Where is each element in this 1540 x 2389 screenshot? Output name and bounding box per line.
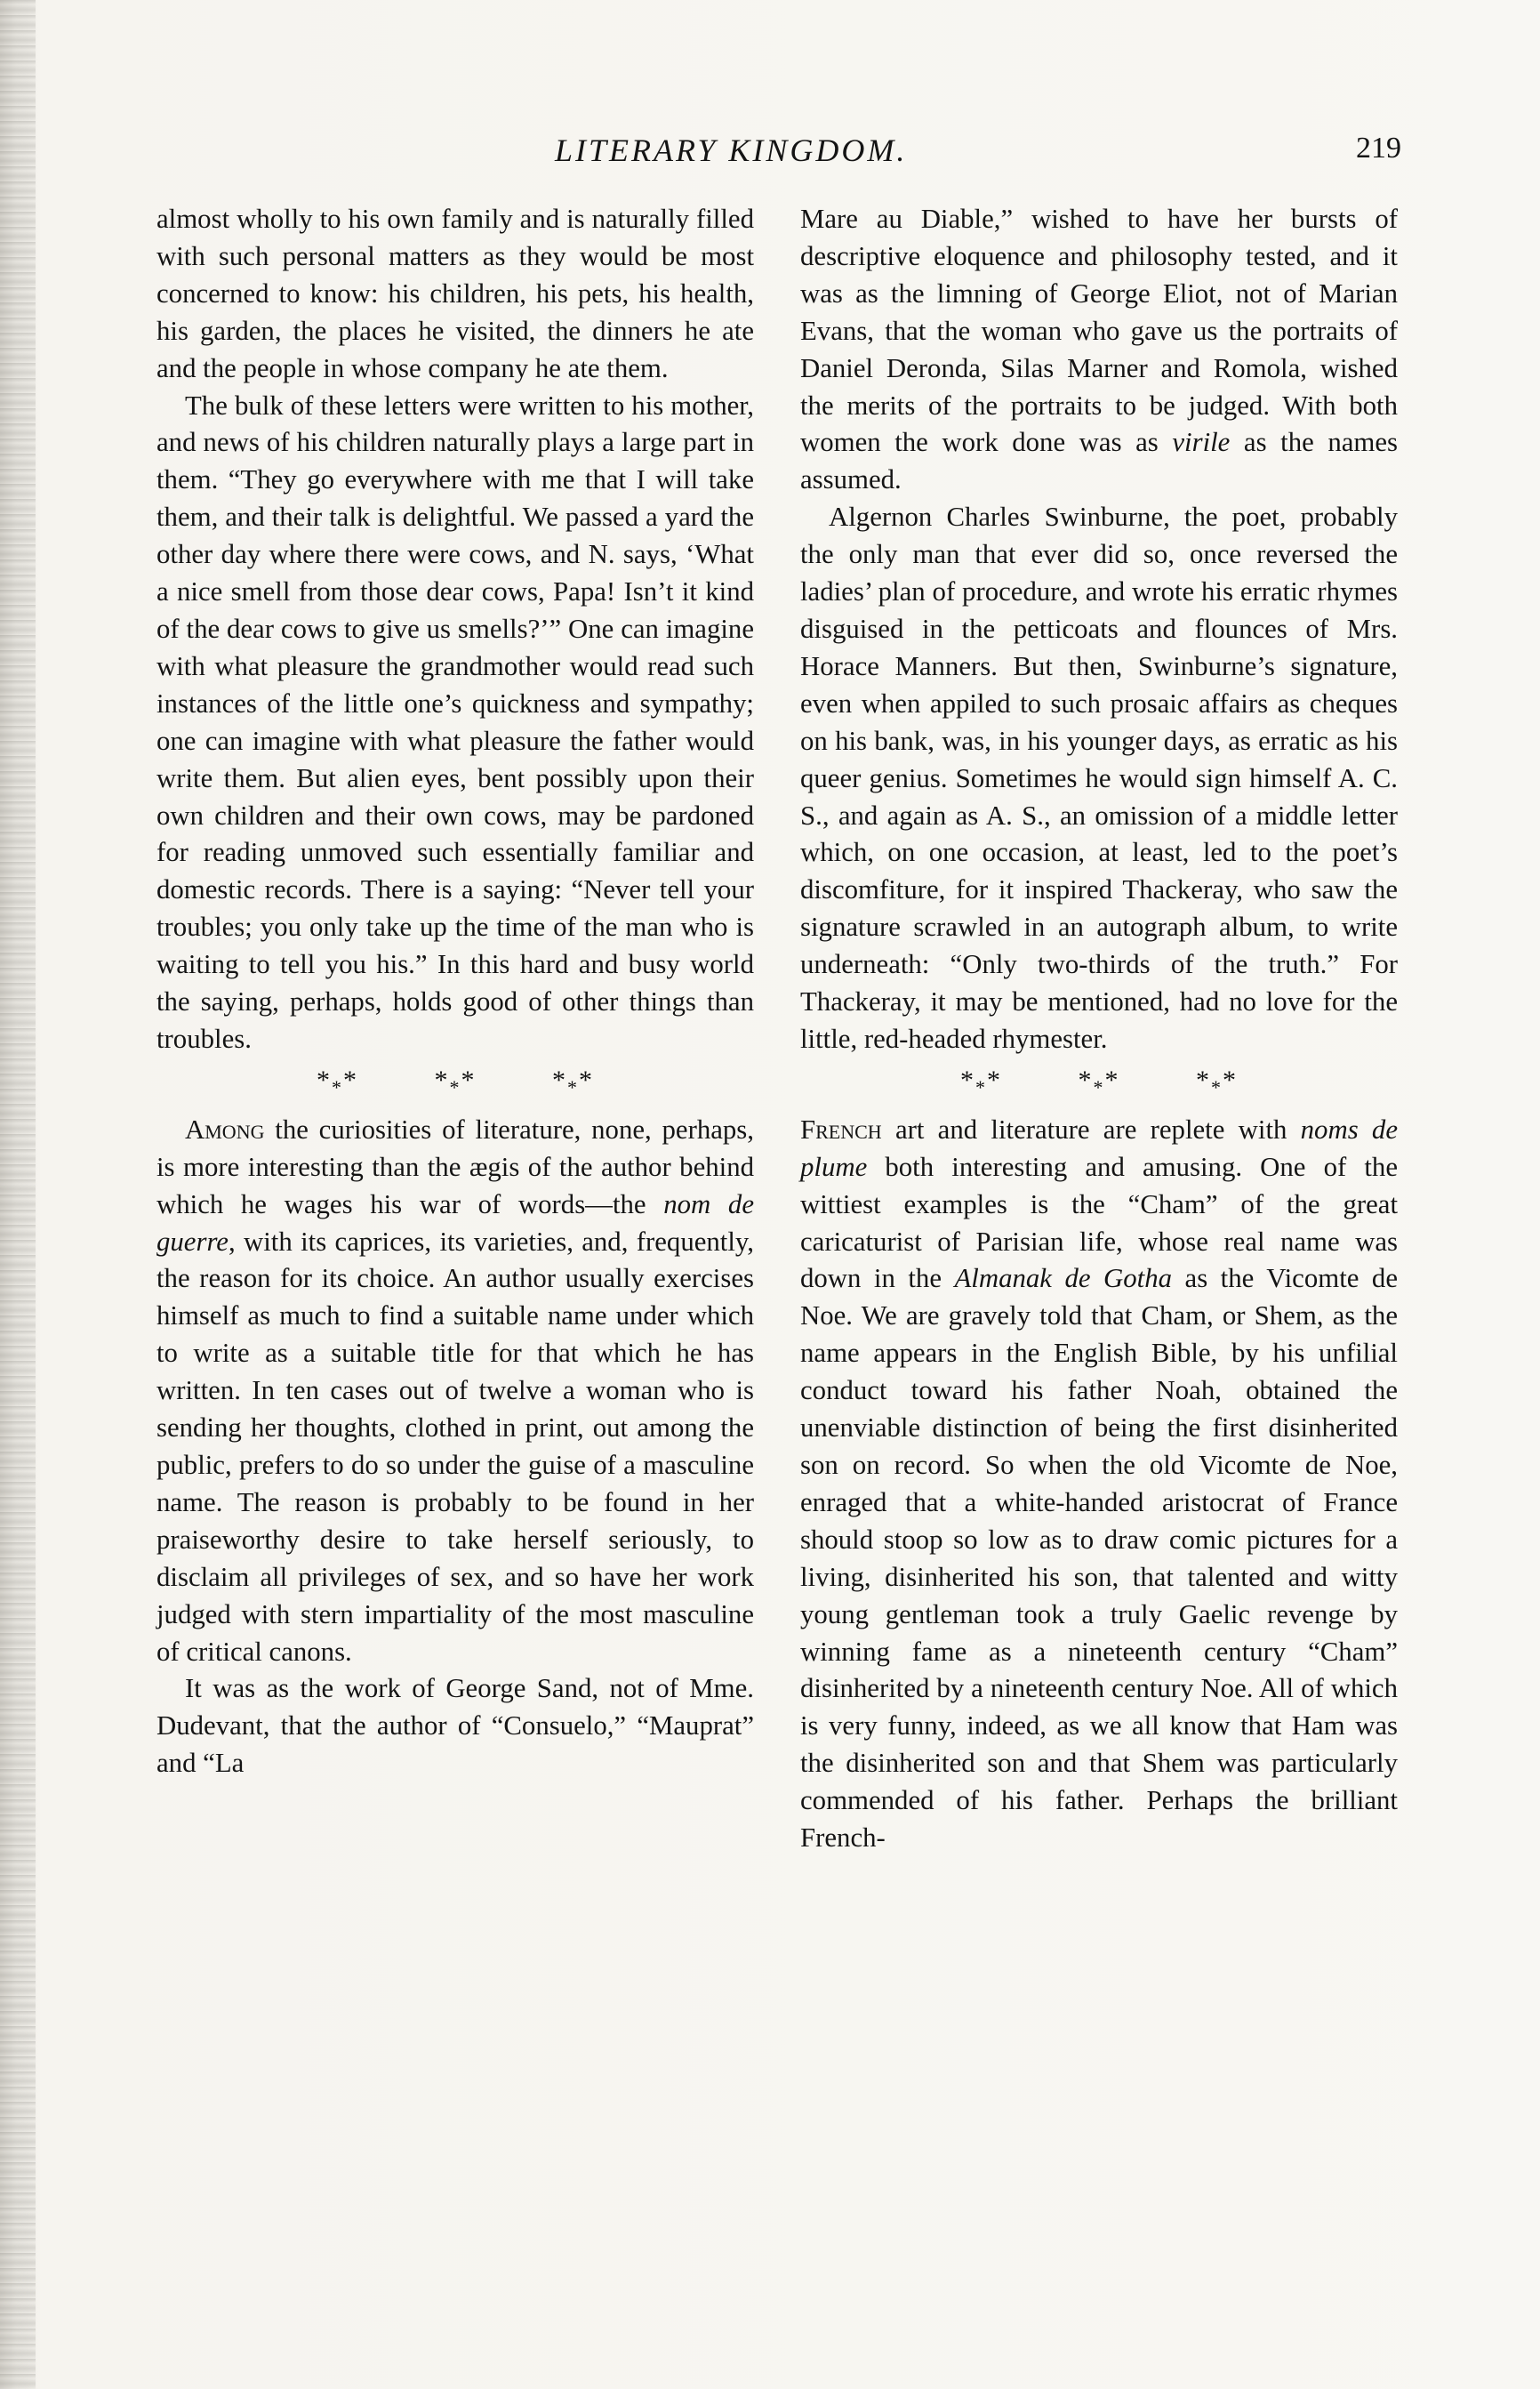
section-separator-asterisms [156, 1067, 754, 1101]
lead-word: French [800, 1114, 882, 1145]
left-paragraph-4: It was as the work of George Sand, not of Mme. Dudevant, that the author of “Consuelo,” “Mauprat” and “La [156, 1673, 754, 1779]
right-paragraph-3: French art and literature are replete with noms de plume both interesting and amusing. One of the wittiest examples is the “Cham” of the great caricaturist of Parisian life, whose real name was down in the Almanak de Gotha as the Vicomte de Noe. We are gravely told that Cham, or Shem, as the name appears in the English Bible, by his unfilial conduct toward his father Noah, obtained the unenviable distinction of being the first disinherited son on record. So when the old Vicomte de Noe, enraged that a white-handed aristocrat of France should stoop so low as to draw comic pictures for a living, disinherited his son, that talented and witty young gentleman took a truly Gaelic revenge by winning fame as a nineteenth century “Cham” disinherited by a nineteenth century Noe. All of which is very funny, indeed, as we all know that Ham was the disinherited son and that Shem was particularly commended of his father. Perhaps the brilliant French- [800, 1114, 1398, 1854]
italic-term: virile [1172, 427, 1231, 458]
asterism: $*_**$ [960, 1065, 1002, 1098]
page-edge-shadow [0, 0, 36, 2389]
running-title: LITERARY KINGDOM. [555, 133, 908, 168]
page-header [156, 132, 1401, 176]
asterism: $*_**$ [317, 1065, 358, 1098]
left-paragraph-3: Among the curiosities of literature, none, perhaps, is more interesting than the ægis of the author behind which he wages his war of words—the nom de guerre, with its caprices, its varieties, and, frequently, the reason for its choice. An author usually exercises himself as much to find a suitable name under which to write as a suitable title for that which he has written. In ten cases out of twelve a woman who is sending her thoughts, clothed in print, out among the public, prefers to do so under the guise of a masculine name. The reason is probably to be found in her praiseworthy desire to take herself seriously, to disclaim all privileges of sex, and so have her work judged with stern impartiality of the most masculine of critical canons. [156, 1114, 754, 1667]
asterism: $*_**$ [434, 1065, 477, 1098]
asterism: $*_**$ [1078, 1065, 1120, 1098]
left-paragraph-2: The bulk of these letters were written to his mother, and news of his children naturally plays a large part in them. “They go everywhere with me that I will take them, and their talk is delightful. We passed a yard the other day where there were cows, and N. says, ‘What a nice smell from those dear cows, Papa! Isn’t it kind of the dear cows to give us smells?’” One can imagine with what pleasure the grandmother would read such instances of the little one’s quickness and sympathy; one can imagine with what pleasure the father would write them. But alien eyes, bent possibly upon their own children and their own cows, may be pardoned for reading unmoved such essentially familiar and domestic records. There is a saying: “Never tell your troubles; you only take up the time of the man who is waiting to tell you his.” In this hard and busy world the saying, perhaps, holds good of other things than troubles. [156, 390, 754, 1054]
italic-term: noms de plume [800, 1114, 1398, 1182]
lead-word: Among [185, 1114, 265, 1145]
italic-term: nom de guerre [156, 1188, 754, 1257]
right-paragraph-1: Mare au Diable,” wished to have her bursts of descriptive eloquence and philosophy tested, and it was as the limning of George Eliot, not of Marian Evans, that the woman who gave us the portraits of Daniel Deronda, Silas Marner and Romola, wished the merits of the portraits to be judged. With both women the work done was as virile as the names assumed. [800, 204, 1398, 495]
section-separator-asterisms [800, 1067, 1398, 1101]
asterism: $*_**$ [1196, 1065, 1238, 1098]
left-column [156, 201, 754, 1782]
right-paragraph-2: Algernon Charles Swinburne, the poet, probably the only man that ever did so, once reversed the ladies’ plan of procedure, and wrote his erratic rhymes disguised in the petticoats and flounces of Mrs. Horace Manners. But then, Swinburne’s signature, even when appiled to such prosaic affairs as cheques on his bank, was, in his younger days, as erratic as his queer genius. Sometimes he would sign himself A. C. S., and again as A. S., an omission of a middle letter which, on one occasion, at least, led to the poet’s discomfiture, for it inspired Thackeray, who saw the signature scrawled in an autograph album, to write underneath: “Only two-thirds of the truth.” For Thackeray, it may be mentioned, had no love for the little, red-headed rhymester. [800, 502, 1398, 1054]
left-paragraph-1: almost wholly to his own family and is naturally filled with such personal matters as they would be most concerned to know: his children, his pets, his health, his garden, the places he visited, the dinners he ate and the people in whose company he ate them. [156, 204, 754, 383]
right-column [800, 201, 1398, 1857]
asterism: $*_**$ [552, 1065, 594, 1098]
italic-term: Almanak de Gotha [954, 1263, 1173, 1294]
page-number: 219 [1356, 132, 1401, 165]
